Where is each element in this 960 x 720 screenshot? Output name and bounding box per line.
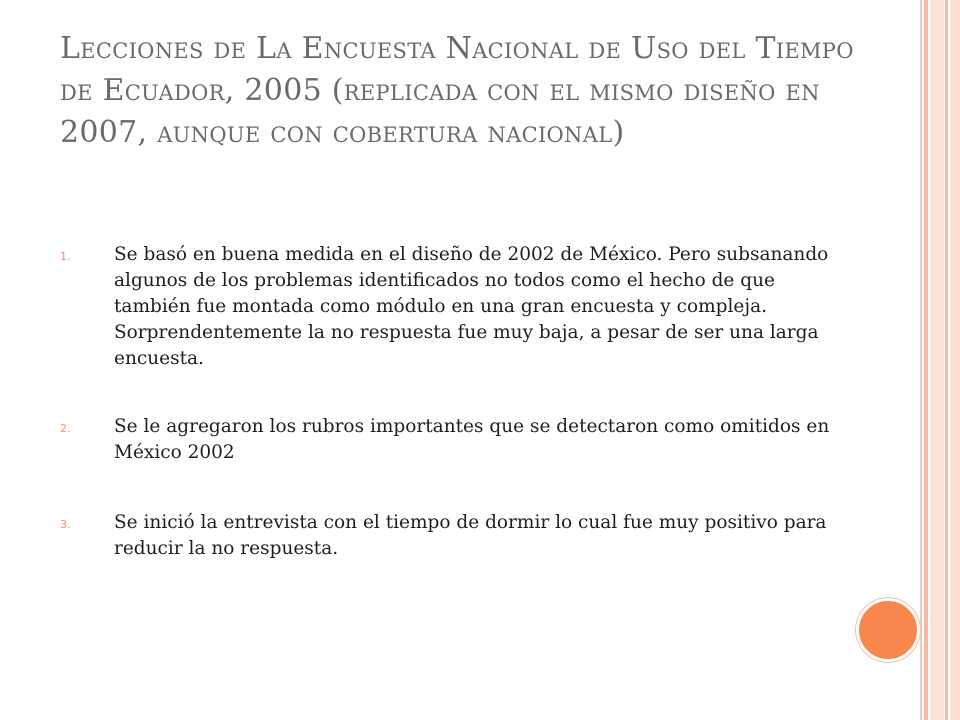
list-item-number: 3. [60,518,71,531]
numbered-list [60,242,850,562]
list-item-number: 1. [60,250,71,263]
decorative-stripe [924,0,928,720]
slide-title: Lecciones de La Encuesta Nacional de Uso del Tiempo de Ecuador, 2005 (replicada con el mismo diseño en 2007, aunque con cobertura nacional) [60,31,854,150]
list-item [60,414,850,466]
decorative-stripe [920,0,922,720]
decorative-stripe [930,0,944,720]
list-item [60,242,850,372]
list-item-text: Se inició la entrevista con el tiempo de dormir lo cual fue muy positivo para reducir la no respuesta. [114,512,827,559]
list-item-text: Se le agregaron los rubros importantes que se detectaron como omitidos en México 2002 [114,416,830,463]
list-item [60,510,850,562]
decorative-stripe [945,0,948,720]
decorative-stripe [950,0,960,720]
list-item-number: 2. [60,422,71,435]
decorative-circle [856,598,920,662]
list-item-text: Se basó en buena medida en el diseño de 2002 de México. Pero subsanando algunos de los problemas identificados no todos como el hecho de que también fue montada como módulo en una gran encuesta y compleja. Sorprendentemente la no respuesta fue muy baja, a pesar de ser una larga encuesta. [114,244,829,369]
